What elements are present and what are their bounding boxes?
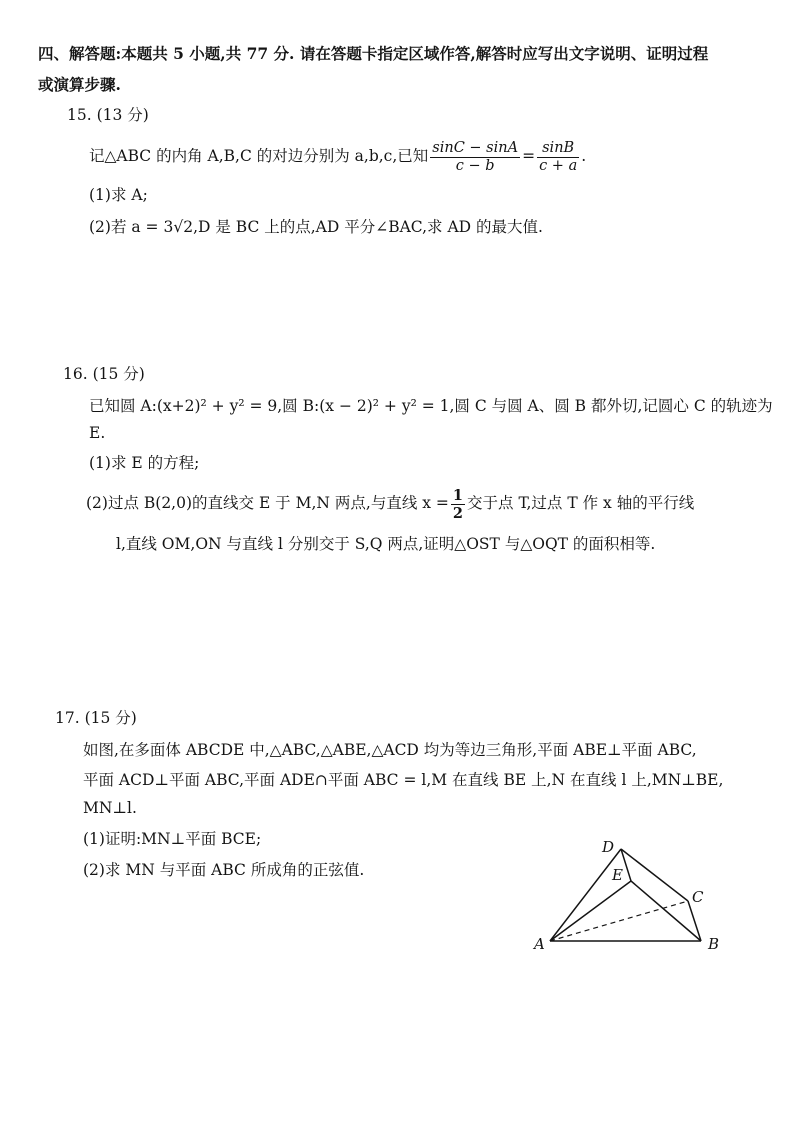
q16-stem-line1: 已知圆 A:(x+2)² + y² = 9,圆 B:(x − 2)² + y² = 1,圆 C 与圆 A、圆 B 都外切,记圆心 C 的轨迹为 — [89, 397, 773, 415]
q15-frac1-denominator: c − b — [455, 157, 495, 174]
q16-stem-line2: E. — [89, 424, 106, 442]
q15-equals: = — [522, 147, 536, 165]
q15-fraction-2 — [537, 140, 579, 175]
q15-fraction-1 — [430, 140, 520, 175]
q15-part2: (2)若 a = 3√2,D 是 BC 上的点,AD 平分∠BAC,求 AD 的最大值. — [89, 218, 543, 236]
q17-part1: (1)证明:MN⊥平面 BCE; — [83, 830, 262, 848]
q17-part2: (2)求 MN 与平面 ABC 所成角的正弦值. — [83, 861, 365, 879]
q15-frac1-numerator: sinC − sinA — [432, 139, 519, 156]
edge-ae — [550, 881, 631, 941]
q17-stem-line1: 如图,在多面体 ABCDE 中,△ABC,△ABE,△ACD 均为等边三角形,平面 ABE⊥平面 ABC, — [83, 741, 697, 759]
label-e: E — [612, 866, 623, 884]
label-a: A — [534, 935, 545, 953]
section-title-line1: 四、解答题:本题共 5 小题,共 77 分. 请在答题卡指定区域作答,解答时应写出文字说明、证明过程 — [38, 44, 709, 63]
edge-dc — [621, 849, 688, 901]
q15-stem-prefix: 记△ABC 的内角 A,B,C 的对边分别为 a,b,c,已知 — [89, 147, 429, 165]
label-c: C — [692, 888, 704, 906]
q15-stem — [89, 134, 586, 178]
q16-half-denominator: 2 — [452, 504, 464, 522]
q16-part2 — [86, 481, 694, 525]
q16-part2-prefix: (2)过点 B(2,0)的直线交 E 于 M,N 两点,与直线 x = — [86, 494, 449, 512]
q17-stem-line3: MN⊥l. — [83, 799, 137, 817]
q16-part2-suffix: 交于点 T,过点 T 作 x 轴的平行线 — [467, 494, 695, 512]
edge-ac-hidden — [550, 901, 688, 941]
q17-stem-line2: 平面 ACD⊥平面 ABC,平面 ADE∩平面 ABC = l,M 在直线 BE 上,N 在直线 l 上,MN⊥BE, — [83, 771, 724, 789]
q15-header: 15. (13 分) — [67, 106, 149, 124]
q16-part2-line2: l,直线 OM,ON 与直线 l 分别交于 S,Q 两点,证明△OST 与△OQT 的面积相等. — [116, 535, 656, 553]
q17-header: 17. (15 分) — [55, 709, 137, 727]
polyhedron-figure — [520, 830, 740, 960]
section-title-line2: 或演算步骤. — [38, 75, 121, 94]
q16-half-fraction — [451, 487, 465, 522]
q15-part1: (1)求 A; — [89, 186, 148, 204]
label-b: B — [708, 935, 720, 953]
q15-frac2-numerator: sinB — [537, 140, 579, 158]
q16-half-numerator: 1 — [452, 486, 464, 504]
q15-frac2-denominator: c + a — [539, 157, 578, 174]
q16-part1: (1)求 E 的方程; — [89, 454, 200, 472]
q16-header: 16. (15 分) — [63, 365, 145, 383]
label-d: D — [602, 838, 615, 856]
q15-stem-suffix: . — [581, 147, 587, 165]
edge-ad — [550, 849, 621, 941]
